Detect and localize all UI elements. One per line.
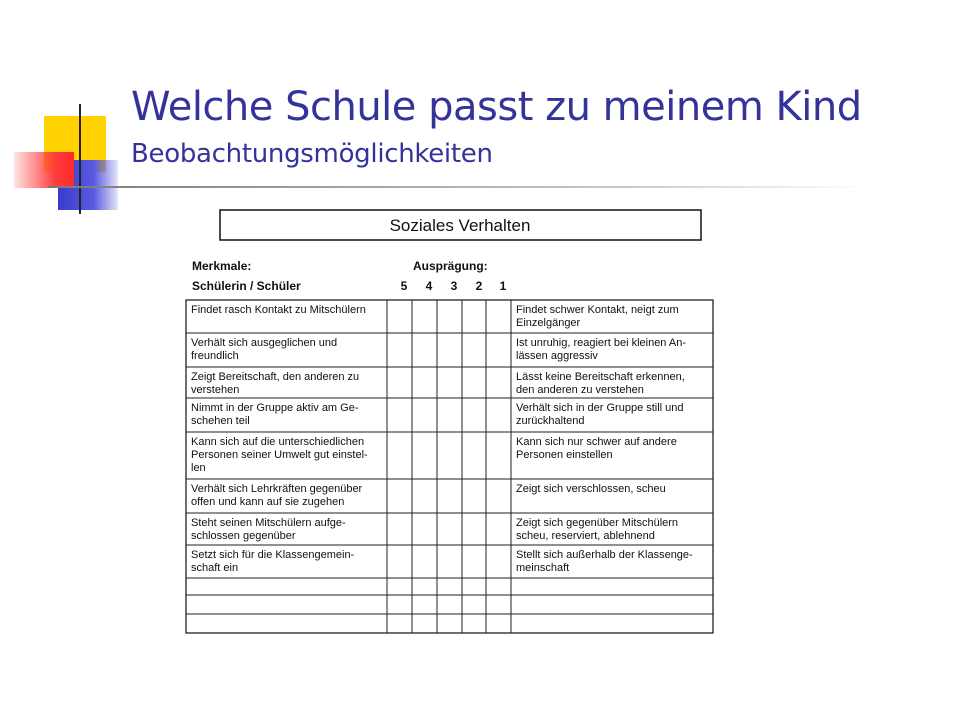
trait-negative-text: Lässt keine Bereitschaft erkennen, bbox=[516, 371, 685, 383]
form-heading: Soziales Verhalten bbox=[389, 216, 531, 235]
trait-positive-text: Nimmt in der Gruppe aktiv am Ge- bbox=[191, 402, 359, 414]
trait-negative-text: Zeigt sich gegenüber Mitschülern bbox=[516, 517, 679, 529]
trait-negative-text: Findet schwer Kontakt, neigt zum bbox=[516, 304, 679, 316]
trait-negative-text: Stellt sich außerhalb der Klassenge- bbox=[516, 549, 693, 561]
trait-positive-text: Findet rasch Kontakt zu Mitschülern bbox=[191, 304, 366, 316]
slide-title: Welche Schule passt zu meinem Kind bbox=[131, 84, 862, 130]
scale-label: 5 bbox=[400, 279, 408, 293]
slide-subtitle: Beobachtungsmöglichkeiten bbox=[131, 139, 493, 169]
trait-negative-text: Verhält sich in der Gruppe still und bbox=[516, 402, 684, 414]
trait-negative-text: Personen einstellen bbox=[516, 449, 613, 461]
trait-positive-text: offen und kann auf sie zugehen bbox=[191, 496, 345, 508]
label-merkmale: Merkmale: bbox=[192, 259, 252, 273]
scale-label: 3 bbox=[450, 279, 458, 293]
table-frame bbox=[186, 300, 713, 633]
trait-positive-text: Zeigt Bereitschaft, den anderen zu bbox=[191, 371, 360, 383]
trait-positive-text: len bbox=[191, 462, 206, 474]
scale-label: 1 bbox=[499, 279, 507, 293]
scale-label: 4 bbox=[425, 279, 433, 293]
trait-negative-text: meinschaft bbox=[516, 562, 570, 574]
trait-positive-text: verstehen bbox=[191, 384, 240, 396]
trait-negative-text: Zeigt sich verschlossen, scheu bbox=[516, 483, 666, 495]
label-auspraegung: Ausprägung: bbox=[413, 259, 488, 273]
trait-positive-text: schaft ein bbox=[191, 562, 239, 574]
trait-positive-text: Setzt sich für die Klassengemein- bbox=[191, 549, 355, 561]
trait-positive-text: Verhält sich Lehrkräften gegenüber bbox=[191, 483, 363, 495]
trait-positive-text: Kann sich auf die unterschiedlichen bbox=[191, 436, 365, 448]
trait-positive-text: schehen teil bbox=[191, 415, 250, 427]
trait-positive-text: Steht seinen Mitschülern aufge- bbox=[191, 517, 346, 529]
trait-positive-text: Personen seiner Umwelt gut einstel- bbox=[191, 449, 368, 461]
trait-positive-text: freundlich bbox=[191, 350, 239, 362]
scale-label: 2 bbox=[475, 279, 483, 293]
trait-negative-text: den anderen zu verstehen bbox=[516, 384, 644, 396]
trait-negative-text: Kann sich nur schwer auf andere bbox=[516, 436, 677, 448]
trait-negative-text: zurückhaltend bbox=[516, 415, 585, 427]
trait-positive-text: schlossen gegenüber bbox=[191, 530, 296, 542]
trait-negative-text: scheu, reserviert, ablehnend bbox=[516, 530, 655, 542]
trait-negative-text: Ist unruhig, reagiert bei kleinen An- bbox=[516, 337, 686, 349]
label-schueler: Schülerin / Schüler bbox=[192, 279, 301, 293]
trait-negative-text: Einzelgänger bbox=[516, 317, 581, 329]
trait-positive-text: Verhält sich ausgeglichen und bbox=[191, 337, 338, 349]
trait-negative-text: lässen aggressiv bbox=[516, 350, 598, 362]
